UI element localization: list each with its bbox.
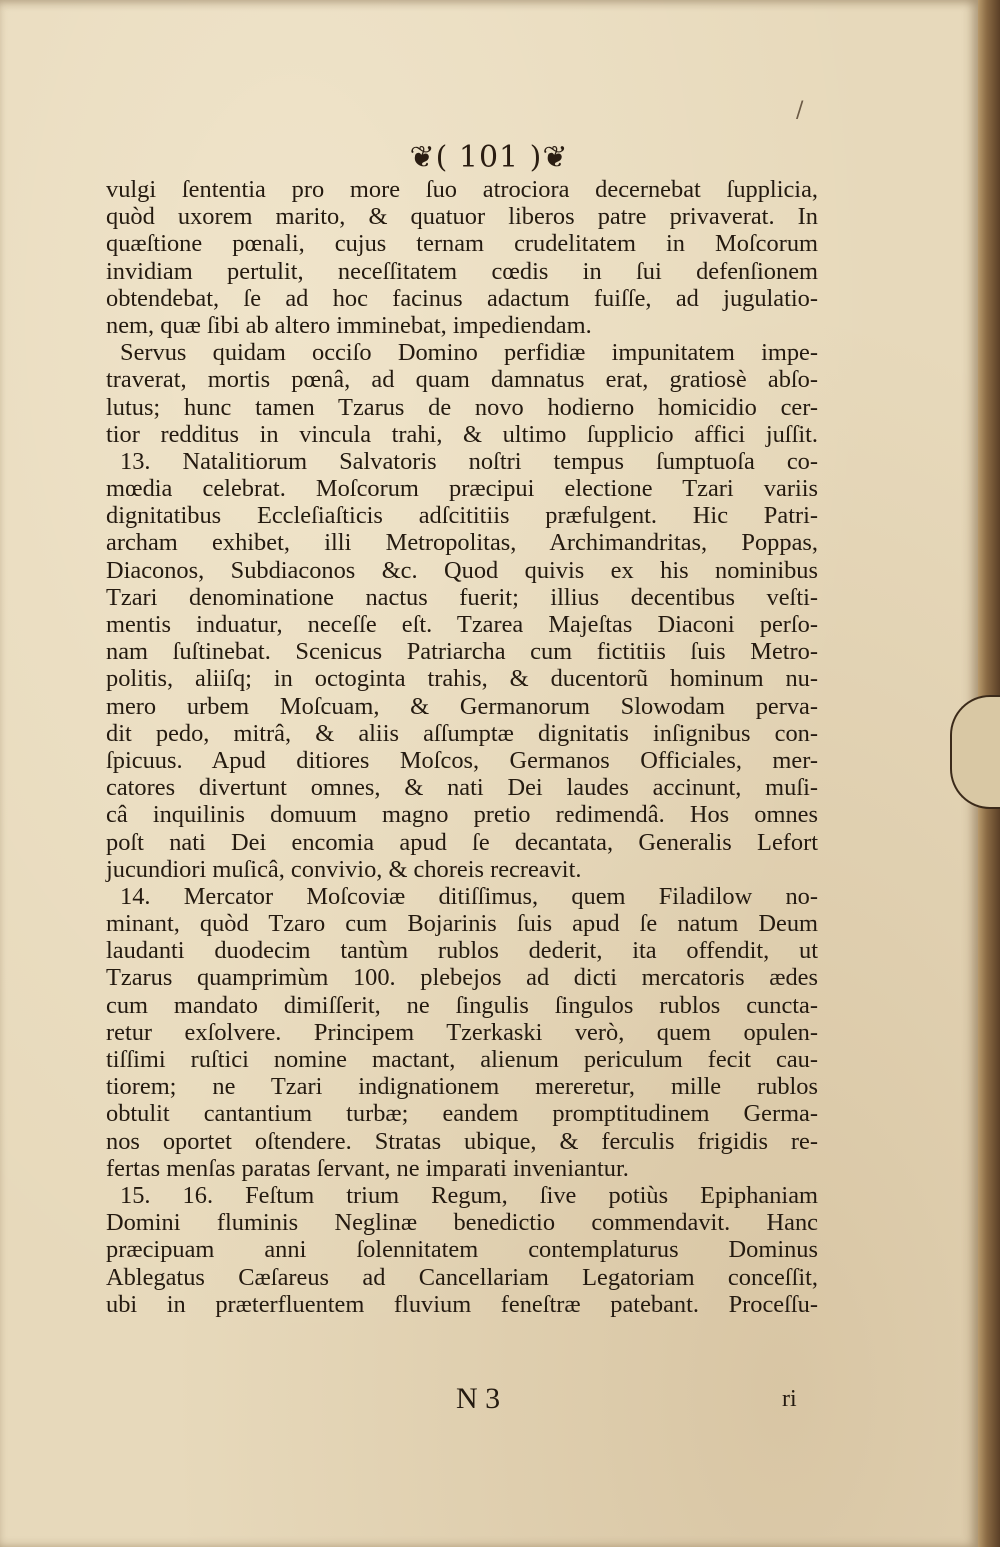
- text-line: Servus quidam occiſo Domino perfidiæ impunitatem impe-: [120, 339, 818, 367]
- text-line: præcipuam anni ſolennitatem contemplaturus Dominus: [106, 1236, 818, 1264]
- page-tab: [950, 695, 1000, 809]
- text-line: tior redditus in vincula trahi, & ultimo ſupplicio affici juſſit.: [106, 420, 818, 448]
- text-line: Tzarus quamprimùm 100. plebejos ad dicti mercatoris ædes: [106, 964, 818, 992]
- catchword: ri: [782, 1386, 797, 1412]
- text-line: dit pedo, mitrâ, & aliis aſſumptæ dignitatis inſignibus con-: [106, 719, 818, 747]
- text-line: politis, aliiſq; in octoginta trahis, & ducentorũ hominum nu-: [106, 665, 818, 693]
- body-text: [106, 176, 818, 1318]
- text-line: Ablegatus Cæſareus ad Cancellariam Legatoriam conceſſit,: [106, 1263, 818, 1291]
- text-line: tiorem; ne Tzari indignationem mereretur, mille rublos: [106, 1073, 818, 1101]
- text-line: tiſſimi ruſtici nomine mactant, alienum periculum fecit cau-: [106, 1046, 818, 1073]
- text-line: archam exhibet, illi Metropolitas, Archimandritas, Poppas,: [106, 529, 818, 557]
- text-line: cum mandato dimiſſerit, ne ſingulis ſingulos rublos cuncta-: [106, 991, 818, 1019]
- text-line: nos oportet oſtendere. Stratas ubique, & ferculis frigidis re-: [106, 1127, 818, 1155]
- text-line: fertas menſas paratas ſervant, ne imparati inveniantur.: [106, 1154, 629, 1182]
- text-line: Domini fluminis Neglinæ benedictio commendavit. Hanc: [106, 1209, 818, 1237]
- text-line: mentis induatur, neceſſe eſt. Tzarea Majeſtas Diaconi perſo-: [106, 611, 818, 638]
- text-line: ſpicuus. Apud ditiores Moſcos, Germanos Officiales, mer-: [106, 746, 818, 774]
- text-line: câ inquilinis domuum magno pretio redimendâ. Hos omnes: [106, 801, 818, 829]
- text-line: quæſtione pœnali, cujus ternam crudelitatem in Moſcorum: [106, 230, 818, 258]
- page-header: ❦( 101 )❦: [409, 140, 569, 175]
- text-line: catores divertunt omnes, & nati Dei laudes accinunt, muſi-: [106, 774, 818, 802]
- text-line: jucundiori muſicâ, convivio, & choreis recreavit.: [106, 855, 582, 883]
- text-line: quòd uxorem marito, & quatuor liberos patre privaverat. In: [106, 203, 818, 231]
- text-line: laudanti duodecim tantùm rublos dederit, ita offendit, ut: [106, 937, 818, 965]
- text-line: minant, quòd Tzaro cum Bojarinis ſuis apud ſe natum Deum: [106, 910, 818, 938]
- text-line: traverat, mortis pœnâ, ad quam damnatus erat, gratiosè abſo-: [106, 366, 818, 394]
- text-line: mœdia celebrat. Moſcorum præcipui electione Tzari variis: [106, 475, 818, 503]
- text-line: poſt nati Dei encomia apud ſe decantata, Generalis Lefort: [106, 828, 818, 856]
- text-line: obtendebat, ſe ad hoc facinus adactum fuiſſe, ad jugulatio-: [106, 284, 818, 312]
- text-line: invidiam pertulit, neceſſitatem cœdis in ſui defenſionem: [106, 257, 818, 285]
- text-line: Tzari denominatione nactus fuerit; illius decentibus veſti-: [106, 583, 818, 611]
- text-line: obtulit cantantium turbæ; eandem promptitudinem Germa-: [106, 1100, 818, 1128]
- text-line: nam ſuſtinebat. Scenicus Patriarcha cum fictitiis ſuis Metro-: [106, 638, 818, 666]
- pencil-mark: /: [796, 98, 804, 123]
- text-line: ubi in præterfluentem fluvium feneſtræ patebant. Proceſſu-: [106, 1290, 818, 1318]
- text-line: Diaconos, Subdiaconos &c. Quod quivis ex his nominibus: [106, 556, 818, 584]
- text-line: vulgi ſententia pro more ſuo atrociora decernebat ſupplicia,: [106, 176, 818, 203]
- text-line: nem, quæ ſibi ab altero imminebat, impediendam.: [106, 311, 592, 339]
- text-line: retur exſolvere. Principem Tzerkaski verò, quem opulen-: [106, 1018, 818, 1046]
- text-line: 15. 16. Feſtum trium Regum, ſive potiùs Epiphaniam: [120, 1181, 818, 1209]
- text-line: 14. Mercator Moſcoviæ ditiſſimus, quem Filadilow no-: [120, 882, 818, 910]
- text-line: dignitatibus Eccleſiaſticis adſcititiis præfulgent. Hic Patri-: [106, 502, 818, 530]
- signature-mark: N 3: [456, 1382, 501, 1415]
- text-line: 13. Natalitiorum Salvatoris noſtri tempus ſumptuoſa co-: [120, 447, 818, 475]
- text-line: mero urbem Moſcuam, & Germanorum Slowodam perva-: [106, 692, 818, 720]
- text-line: lutus; hunc tamen Tzarus de novo hodierno homicidio cer-: [106, 393, 818, 421]
